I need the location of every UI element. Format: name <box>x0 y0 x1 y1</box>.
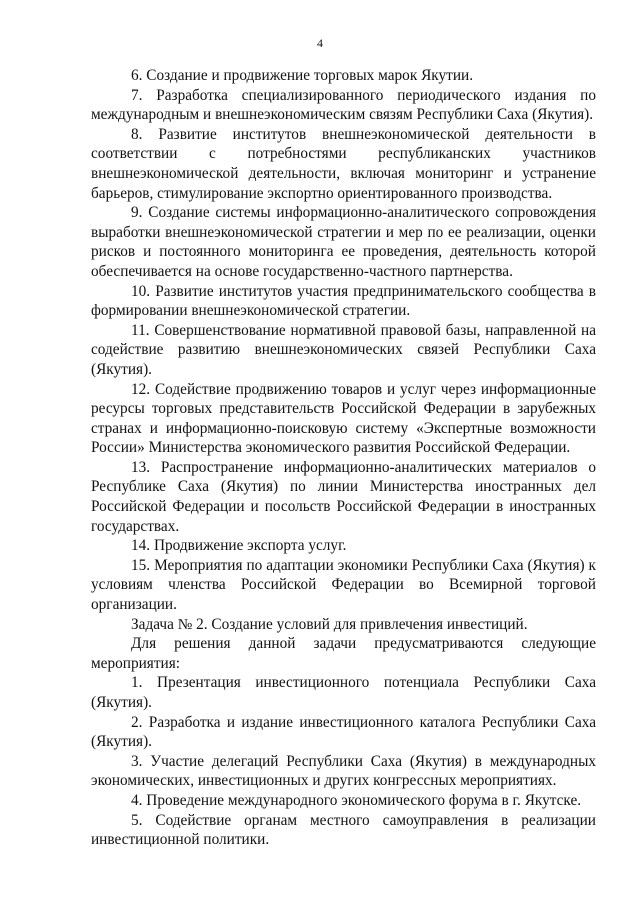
paragraph-item-6: 6. Создание и продвижение торговых марок Якутии. <box>131 67 474 84</box>
task-2-item-3: 3. Участие делегаций Республики Саха (Якутия) в международных экономических, инвестиционных и других конгрессных мероприятиях. <box>91 752 596 790</box>
task-2-heading: Задача № 2. Создание условий для привлечения инвестиций. <box>131 615 528 633</box>
paragraph-item-9: 9. Создание системы информационно-аналитического сопровождения выработки внешнеэкономической стратегии и мер по ее реализации, оценки рисков и постоянного мониторинга ее проведения, деятельность которой обеспечивается на основе государственно-частного партнерства. <box>91 204 596 280</box>
task-2-item-5: 5. Содействие органам местного самоуправления в реализации инвестиционной политики. <box>91 811 596 849</box>
paragraph-item-13: 13. Распространение информационно-аналитических материалов о Республике Саха (Якутия) по линии Министерства иностранных дел Российской Федерации и посольств Российской Федерации в иностранных государствах. <box>91 458 596 535</box>
task-2-item-1: 1. Презентация инвестиционного потенциала Республики Саха (Якутия). <box>91 674 596 711</box>
task-2-item-2: 2. Разработка и издание инвестиционного каталога Республики Саха (Якутия). <box>91 713 596 751</box>
paragraph-item-14: 14. Продвижение экспорта услуг. <box>131 537 347 555</box>
paragraph-item-12: 12. Содействие продвижению товаров и услуг через информационные ресурсы торговых представительств Российской Федерации в зарубежных странах и информационно-поисковую систему «Экспертные возможности России» Министерства экономического развития Российской Федерации. <box>91 380 596 457</box>
paragraph-item-11: 11. Совершенствование нормативной правовой базы, направленной на содействие развитию внешнеэкономических связей Республики Саха (Якутия). <box>91 321 596 378</box>
paragraph-item-15: 15. Мероприятия по адаптации экономики Республики Саха (Якутия) к условиям членства Российской Федерации во Всемирной торговой организации. <box>91 556 596 614</box>
document-body <box>91 66 596 850</box>
task-2-intro: Для решения данной задачи предусматриваются следующие мероприятия: <box>91 635 596 672</box>
page-number: 4 <box>317 36 323 50</box>
task-2-item-4: 4. Проведение международного экономического форума в г. Якутске. <box>131 791 582 809</box>
paragraph-item-7: 7. Разработка специализированного периодического издания по международным и внешнеэкономическим связям Республики Саха (Якутия). <box>91 86 596 124</box>
paragraph-item-8: 8. Развитие институтов внешнеэкономической деятельности в соответствии с потребностями республиканских участников внешнеэкономической деятельности, включая мониторинг и устранение барьеров, стимулирование экспортно ориентированного производства. <box>91 125 596 202</box>
paragraph-item-10: 10. Развитие институтов участия предпринимательского сообщества в формировании внешнеэкономической стратегии. <box>91 282 596 320</box>
